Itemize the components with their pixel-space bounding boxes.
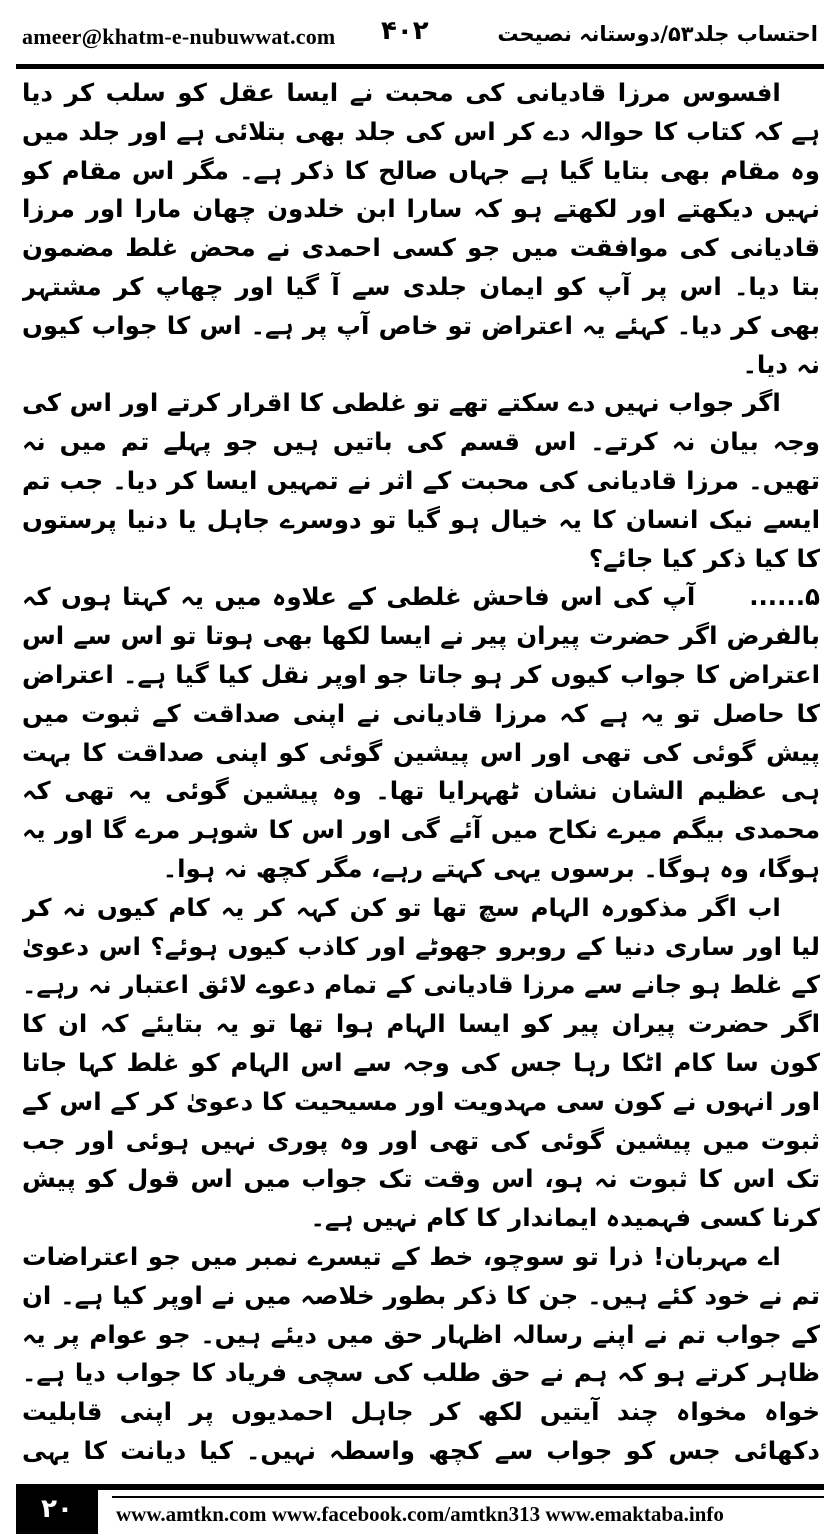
body-text	[22, 74, 820, 1466]
header-email: ameer@khatm-e-nubuwwat.com	[22, 24, 336, 49]
paragraph-number: ۵......	[749, 582, 820, 612]
paragraph-4: اب اگر مذکورہ الہام سچ تھا تو کن کہہ کر یہ کام کیوں نہ کر لیا اور ساری دنیا کے روبرو جھوٹے اور کاذب کیوں ہوئے؟ اس دعویٰ کے غلط ہو جانے سے مرزا قادیانی کے تمام دعوے لائق اعتبار نہ رہے۔ اگر حضرت پیران پیر کو ایسا الہام ہوا تھا تو یہ بتایئے کہ ان کا کون سا کام اٹکا رہا جس کی وجہ سے اس الہام کو غلط کہا جاتا اور انہوں نے کون سی مہدویت اور مسیحیت کا دعویٰ کر کے اس کے ثبوت میں پیشین گوئی کی تھی اور وہ پوری نہیں ہوئی اور جب تک اس کا ثبوت نہ ہو، اس وقت تک جواب میں اس قول کو پیش کرنا کسی فہمیدہ ایماندار کا کام نہیں ہے۔	[22, 892, 820, 1233]
footer-page-box: ۲۰	[16, 1484, 98, 1534]
paragraph-2: اگر جواب نہیں دے سکتے تھے تو غلطی کا اقرار کرتے اور اس کی وجہ بیان نہ کرتے۔ اس قسم کی باتیں ہیں جو پہلے تم میں نہ تھیں۔ مرزا قادیانی کی محبت کے اثر نے تمہیں ایسا کر دیا۔ جب تم ایسے نیک انسان کا یہ خیال ہو گیا تو دوسرے جاہل یا دنیا پرستوں کا کیا ذکر کیا جائے؟	[22, 388, 820, 573]
page-number: ۴۰۲	[381, 16, 429, 46]
paragraph-3-text: آپ کی اس فاحش غلطی کے علاوہ میں یہ کہتا ہوں کہ بالفرض اگر حضرت پیران پیر نے ایسا لکھا بھی ہوتا تو اس سے اس اعتراض کا جواب کیوں کر ہو جاتا جو اوپر نقل کیا گیا ہے۔ اعتراض کا حاصل تو یہ ہے کہ مرزا قادیانی نے اپنی صداقت کے ثبوت میں پیش گوئی کی تھی اور اس پیشین گوئی کو اپنی صداقت کا بہت ہی عظیم الشان نشان ٹھہرایا تھا۔ وہ پیشین گوئی یہ تھی کہ محمدی بیگم میرے نکاح میں آئے گی اور اس کا شوہر مرے گا اور یہ ہوگا، وہ ہوگا۔ برسوں یہی کہتے رہے، مگر کچھ نہ ہوا۔	[22, 582, 820, 883]
paragraph-3	[22, 578, 820, 888]
paragraph-1: افسوس مرزا قادیانی کی محبت نے ایسا عقل کو سلب کر دیا ہے کہ کتاب کا حوالہ دے کر اس کی جلد بھی بتلائی ہے اور جلد میں وہ مقام بھی بتایا گیا ہے جہاں صالح کا ذکر ہے۔ مگر اس مقام کو نہیں دیکھتے اور لکھتے ہو کہ سارا ابن خلدون چھان مارا اور مرزا قادیانی کی موافقت میں جو کسی احمدی نے محض غلط مضمون بتا دیا۔ اس پر آپ کو ایمان جلدی سے آ گیا اور چھاپ کر مشتہر بھی کر دیا۔ کہئے یہ اعتراض تو خاص آپ پر ہے۔ اس کا جواب کیوں نہ دیا۔	[22, 78, 820, 379]
footer-links: www.amtkn.com www.facebook.com/amtkn313 www.emaktaba.info	[116, 1502, 724, 1526]
footer-rule-thin	[112, 1496, 824, 1498]
page-header	[16, 10, 824, 60]
paragraph-5: اے مہربان! ذرا تو سوچو، خط کے تیسرے نمبر میں جو اعتراضات تم نے خود کئے ہیں۔ جن کا ذکر بطور خلاصہ میں نے اوپر کیا ہے۔ ان کے جواب تم نے اپنے رسالہ اظہار حق میں دیئے ہیں۔ جو عوام پر یہ ظاہر کرتے ہو کہ ہم نے حق طلب کی سچی فریاد کا جواب دیا ہے۔ خواہ مخواہ چند آیتیں لکھ کر جاہل احمدیوں پر اپنی قابلیت دکھائی جس کو جواب سے کچھ واسطہ نہیں۔ کیا دیانت کا یہی	[22, 1241, 820, 1465]
header-rule	[16, 64, 824, 69]
running-title: احتساب جلد۵۳/دوستانہ نصیحت	[497, 22, 818, 46]
page-footer	[16, 1484, 824, 1534]
footer-rule	[16, 1484, 824, 1490]
